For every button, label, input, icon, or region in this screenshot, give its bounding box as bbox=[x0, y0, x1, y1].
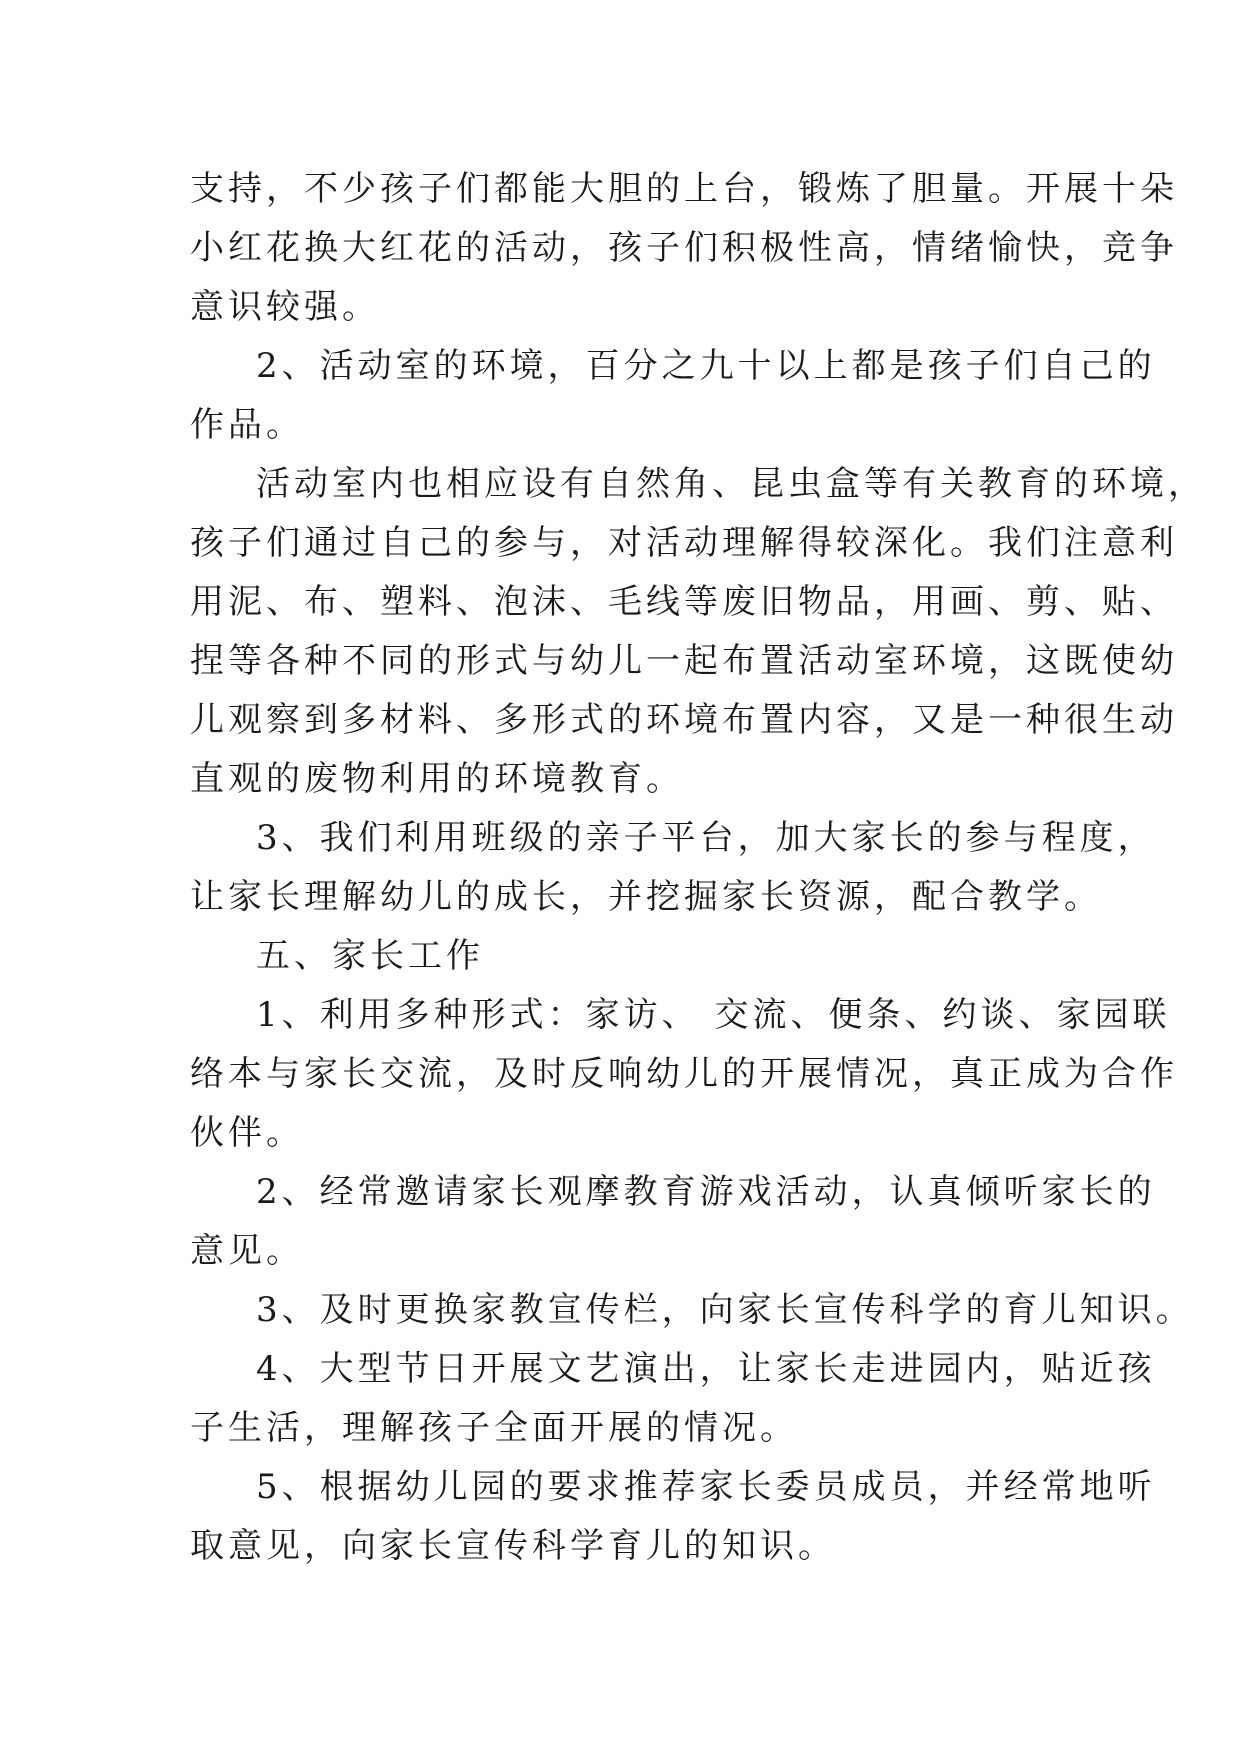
text-line: 5、根据幼儿园的要求推荐家长委员成员，并经常地听 bbox=[256, 1467, 1156, 1507]
text-line: 络本与家长交流，及时反响幼儿的开展情况，真正成为合作 bbox=[190, 1054, 1178, 1094]
text-line: 2、活动室的环境，百分之九十以上都是孩子们自己的 bbox=[256, 346, 1156, 386]
text-line: 支持，不少孩子们都能大胆的上台，锻炼了胆量。开展十朵 bbox=[190, 169, 1178, 209]
text-line: 作品。 bbox=[190, 405, 304, 445]
body-text bbox=[190, 160, 1206, 1576]
text-line: 小红花换大红花的活动，孩子们积极性高，情绪愉快，竞争 bbox=[190, 228, 1178, 268]
text-line: 伙伴。 bbox=[190, 1113, 304, 1153]
text-line: 孩子们通过自己的参与，对活动理解得较深化。我们注意利 bbox=[190, 523, 1178, 563]
text-line: 直观的废物利用的环境教育。 bbox=[190, 759, 684, 799]
text-line: 子生活，理解孩子全面开展的情况。 bbox=[190, 1408, 798, 1448]
text-line: 取意见，向家长宣传科学育儿的知识。 bbox=[190, 1526, 836, 1566]
text-line: 2、经常邀请家长观摩教育游戏活动，认真倾听家长的 bbox=[256, 1172, 1156, 1212]
text-line: 让家长理解幼儿的成长，并挖掘家长资源，配合教学。 bbox=[190, 877, 1102, 917]
text-line: 3、及时更换家教宣传栏，向家长宣传科学的育儿知识。 bbox=[256, 1290, 1194, 1330]
text-line: 用泥、布、塑料、泡沫、毛线等废旧物品，用画、剪、贴、 bbox=[190, 582, 1178, 622]
text-line: 捏等各种不同的形式与幼儿一起布置活动室环境，这既使幼 bbox=[190, 641, 1178, 681]
text-line: 儿观察到多材料、多形式的环境布置内容，又是一种很生动 bbox=[190, 700, 1178, 740]
text-line: 4、大型节日开展文艺演出，让家长走进园内，贴近孩 bbox=[256, 1349, 1156, 1389]
section-heading: 五、家长工作 bbox=[256, 936, 484, 976]
text-line: 意见。 bbox=[190, 1231, 304, 1271]
text-line: 3、我们利用班级的亲子平台，加大家长的参与程度， bbox=[256, 818, 1156, 858]
text-line: 意识较强。 bbox=[190, 287, 380, 327]
text-line: 1、利用多种形式：家访、 交流、便条、约谈、家园联 bbox=[256, 995, 1171, 1035]
text-line: 活动室内也相应设有自然角、昆虫盒等有关教育的环境， bbox=[256, 464, 1206, 504]
